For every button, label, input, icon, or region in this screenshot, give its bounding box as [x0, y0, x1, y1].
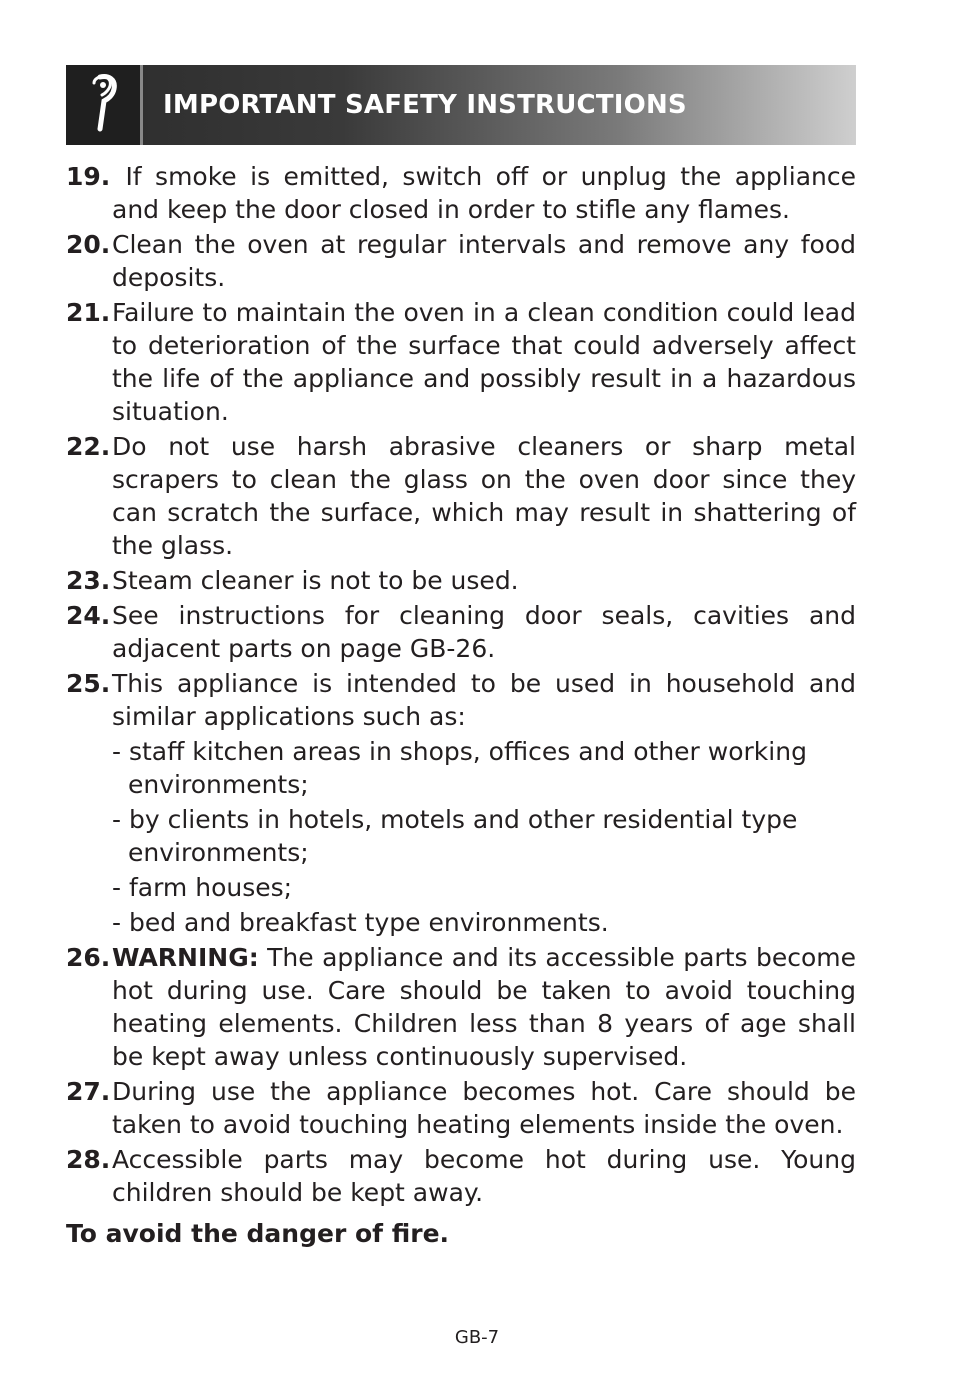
item-number: 22.	[66, 432, 111, 461]
item-text: Do not use harsh abrasive cleaners or sharp metal scrapers to clean the glass on the oven door since they can scratch the surface, which may result in shattering of the glass.	[112, 432, 856, 560]
item-text: See instructions for cleaning door seals, cavities and adjacent parts on page GB-26.	[112, 601, 856, 663]
item-text: The appliance and its accessible parts become hot during use. Care should be taken to avoid touching heating elements. Children less than 8 years of age shall be kept away unless continuously supervised.	[112, 943, 864, 1071]
page-number: GB-7	[454, 1327, 500, 1348]
list-item-22	[66, 430, 856, 562]
caution-icon	[86, 73, 120, 137]
item-number: 23.	[66, 566, 111, 595]
list-item-26	[66, 941, 864, 1073]
section-header	[66, 65, 856, 145]
item-number: 27.	[66, 1077, 111, 1106]
list-item-28	[66, 1143, 856, 1209]
list-item-24	[66, 599, 856, 665]
item-text: Accessible parts may become hot during use. Young children should be kept away.	[112, 1145, 856, 1207]
item-number: 28.	[66, 1145, 111, 1174]
list-item-21	[66, 296, 856, 428]
item-number: 24.	[66, 601, 111, 630]
sub-item-farm-houses: - farm houses;	[112, 873, 293, 902]
item-text: Steam cleaner is not to be used.	[112, 566, 519, 595]
item-text: Failure to maintain the oven in a clean condition could lead to deterioration of the surface that could adversely affect the life of the appliance and possibly result in a hazardous situation.	[112, 298, 856, 426]
sub-item-staff-kitchen: - staff kitchen areas in shops, offices and other working environments;	[112, 737, 807, 799]
instructions-list	[66, 160, 864, 1250]
list-item-20	[66, 228, 856, 294]
header-icon-box	[66, 65, 143, 145]
list-item-27	[66, 1075, 856, 1141]
item-number: 26.	[66, 943, 111, 972]
sub-item-hotels: - by clients in hotels, motels and other residential type environments;	[112, 805, 798, 867]
list-item-23	[66, 564, 856, 597]
item-text: This appliance is intended to be used in household and similar applications such as:	[112, 669, 856, 731]
closing-heading: To avoid the danger of fire.	[66, 1219, 450, 1248]
warning-label: WARNING:	[112, 943, 259, 972]
item-number: 21.	[66, 298, 111, 327]
item-text: If smoke is emitted, switch off or unplug the appliance and keep the door closed in order to stifle any flames.	[112, 162, 864, 224]
list-item-19	[66, 160, 864, 226]
item-number: 19.	[66, 162, 111, 191]
sub-item-bed-breakfast: - bed and breakfast type environments.	[112, 908, 609, 937]
item-text: Clean the oven at regular intervals and remove any food deposits.	[112, 230, 856, 292]
item-text: During use the appliance becomes hot. Care should be taken to avoid touching heating elements inside the oven.	[112, 1077, 856, 1139]
item-number: 20.	[66, 230, 111, 259]
header-title: IMPORTANT SAFETY INSTRUCTIONS	[163, 90, 687, 120]
item-number: 25.	[66, 669, 111, 698]
list-item-25	[66, 667, 856, 733]
